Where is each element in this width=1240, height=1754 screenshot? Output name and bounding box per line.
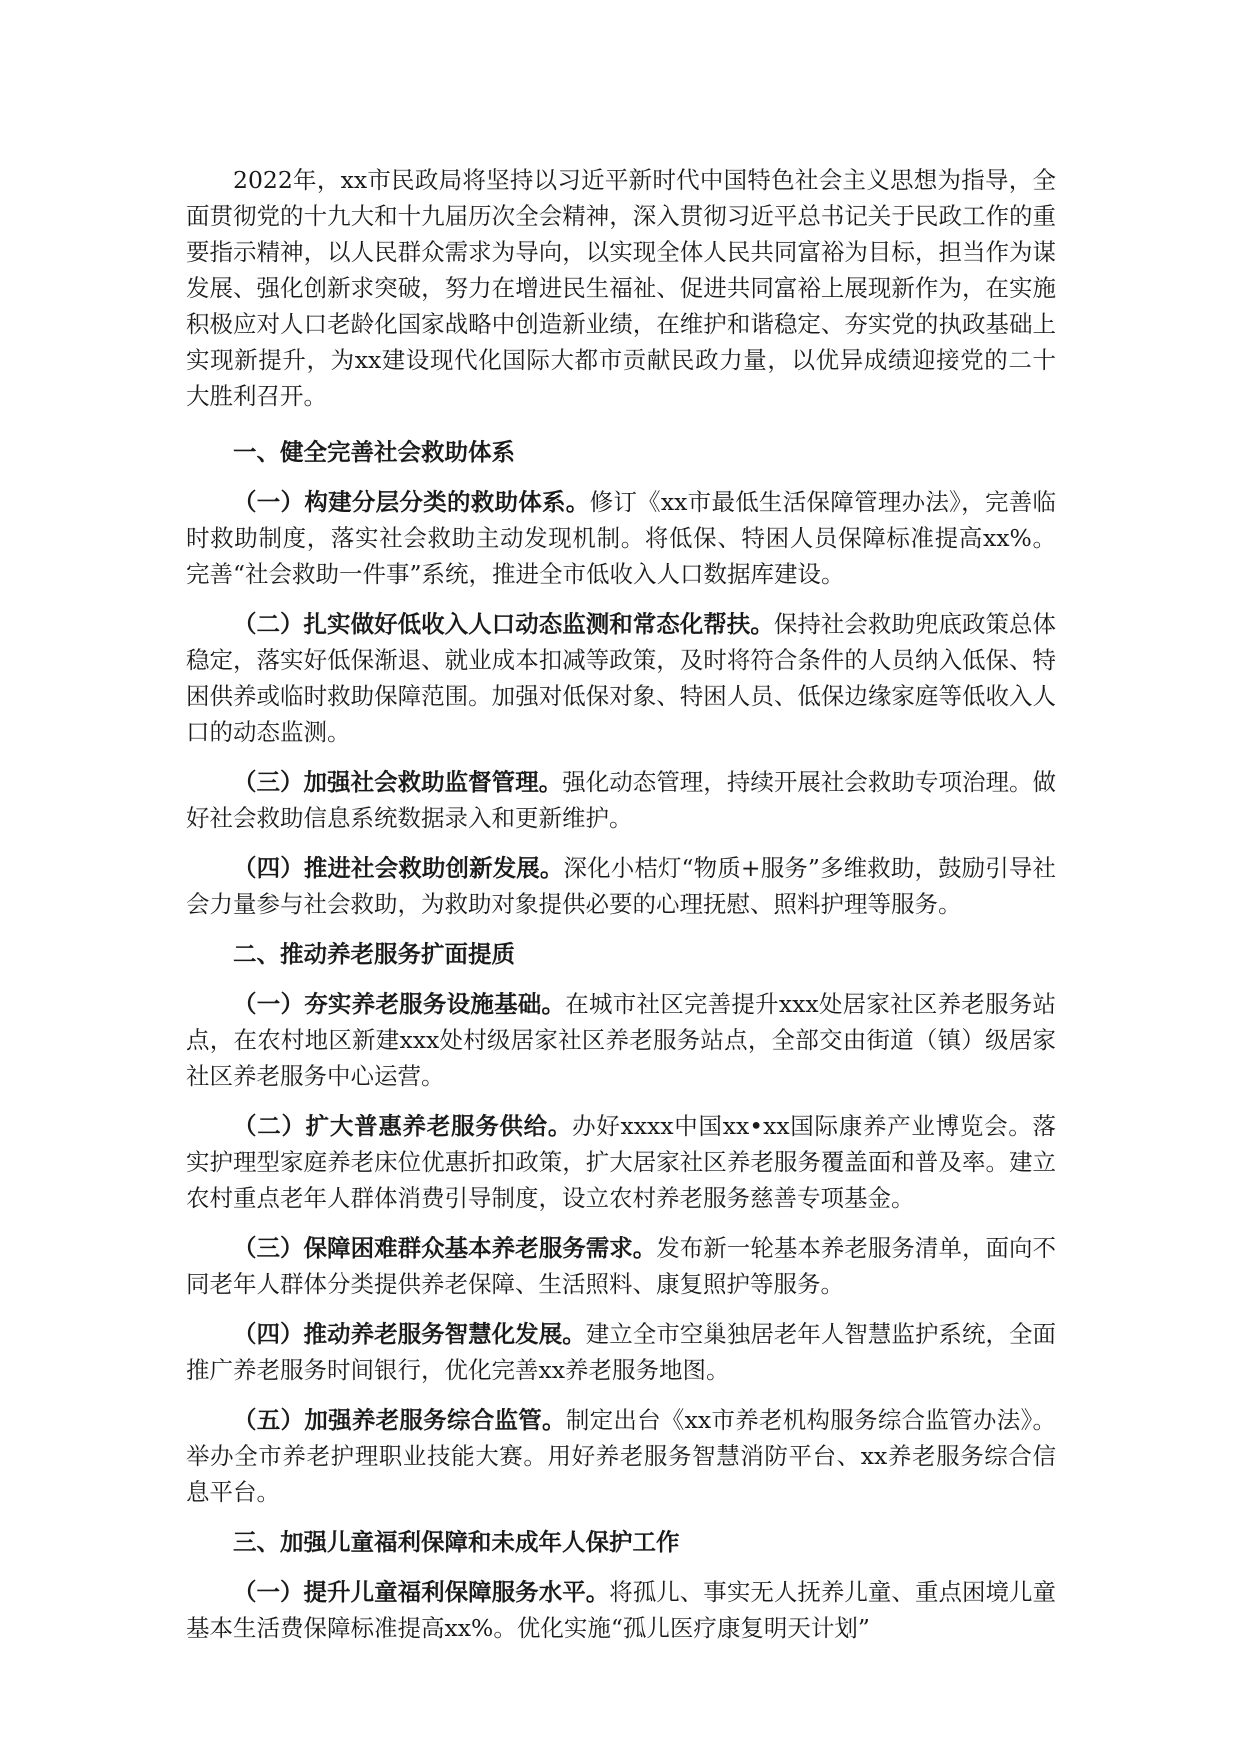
item-body: 修订《xx市最低生活保障管理办法》，完善临时救助制度，落实社会救助主动发现机制。将低保、特困人员保障标准提高xx%。完善“社会救助一件事”系统，推进全市低收入人口数据库建设。 <box>186 488 1056 588</box>
item-body: 保持社会救助兜底政策总体稳定，落实好低保渐退、就业成本扣减等政策，及时将符合条件的人员纳入低保、特困供养或临时救助保障范围。加强对低保对象、特困人员、低保边缘家庭等低收入人口的动态监测。 <box>186 610 1057 746</box>
document-body <box>186 162 1056 1660</box>
section-1-item-4 <box>186 850 1056 922</box>
item-body: 强化动态管理，持续开展社会救助专项治理。做好社会救助信息系统数据录入和更新维护。 <box>186 768 1057 832</box>
item-lead: （四）推动养老服务智慧化发展。 <box>233 1320 586 1348</box>
item-lead: （三）加强社会救助监督管理。 <box>233 768 563 796</box>
item-lead: （五）加强养老服务综合监管。 <box>233 1406 566 1434</box>
section-1-item-1 <box>186 484 1056 592</box>
item-lead: （四）推进社会救助创新发展。 <box>233 854 564 882</box>
item-body: 建立全市空巢独居老年人智慧监护系统，全面推广养老服务时间银行，优化完善xx养老服务地图。 <box>186 1320 1057 1384</box>
item-lead: （一）构建分层分类的救助体系。 <box>233 488 590 516</box>
item-body: 制定出台《xx市养老机构服务综合监管办法》。举办全市养老护理职业技能大赛。用好养老服务智慧消防平台、xx养老服务综合信息平台。 <box>186 1406 1057 1506</box>
section-1-item-3 <box>186 764 1056 836</box>
item-lead: （二）扩大普惠养老服务供给。 <box>233 1112 573 1140</box>
item-lead: （一）提升儿童福利保障服务水平。 <box>233 1578 610 1606</box>
section-3-item-1 <box>186 1574 1056 1646</box>
item-lead: （一）夯实养老服务设施基础。 <box>233 990 566 1018</box>
section-2-item-1 <box>186 986 1056 1094</box>
section-2-item-3 <box>186 1230 1056 1302</box>
section-1-item-2 <box>186 606 1056 750</box>
item-body: 发布新一轮基本养老服务清单，面向不同老年人群体分类提供养老保障、生活照料、康复照护等服务。 <box>186 1234 1057 1298</box>
item-body: 将孤儿、事实无人抚养儿童、重点困境儿童基本生活费保障标准提高xx%。优化实施“孤儿医疗康复明天计划” <box>186 1578 1057 1642</box>
section-2-item-2 <box>186 1108 1056 1216</box>
item-body: 深化小桔灯“物质+服务”多维救助，鼓励引导社会力量参与社会救助，为救助对象提供必要的心理抚慰、照料护理等服务。 <box>186 854 1057 918</box>
section-2-heading: 二、推动养老服务扩面提质 <box>233 940 515 968</box>
section-3-heading: 三、加强儿童福利保障和未成年人保护工作 <box>233 1528 680 1556</box>
item-body: 在城市社区完善提升xxx处居家社区养老服务站点，在农村地区新建xxx处村级居家社区养老服务站点，全部交由街道（镇）级居家社区养老服务中心运营。 <box>186 990 1056 1090</box>
intro-paragraph: 2022年，xx市民政局将坚持以习近平新时代中国特色社会主义思想为指导，全面贯彻党的十九大和十九届历次全会精神，深入贯彻习近平总书记关于民政工作的重要指示精神，以人民群众需求为导向，以实现全体人民共同富裕为目标，担当作为谋发展、强化创新求突破，努力在增进民生福祉、促进共同富裕上展现新作为，在实施积极应对人口老龄化国家战略中创造新业绩，在维护和谐稳定、夯实党的执政基础上实现新提升，为xx建设现代化国际大都市贡献民政力量，以优异成绩迎接党的二十大胜利召开。 <box>186 166 1056 410</box>
item-lead: （二）扎实做好低收入人口动态监测和常态化帮扶。 <box>233 610 774 638</box>
section-2-item-5 <box>186 1402 1056 1510</box>
section-2-item-4 <box>186 1316 1056 1388</box>
item-lead: （三）保障困难群众基本养老服务需求。 <box>233 1234 657 1262</box>
section-1-heading: 一、健全完善社会救助体系 <box>233 438 515 466</box>
item-body: 办好xxxx中国xx•xx国际康养产业博览会。落实护理型家庭养老床位优惠折扣政策，扩大居家社区养老服务覆盖面和普及率。建立农村重点老年人群体消费引导制度，设立农村养老服务慈善专项基金。 <box>186 1112 1057 1212</box>
